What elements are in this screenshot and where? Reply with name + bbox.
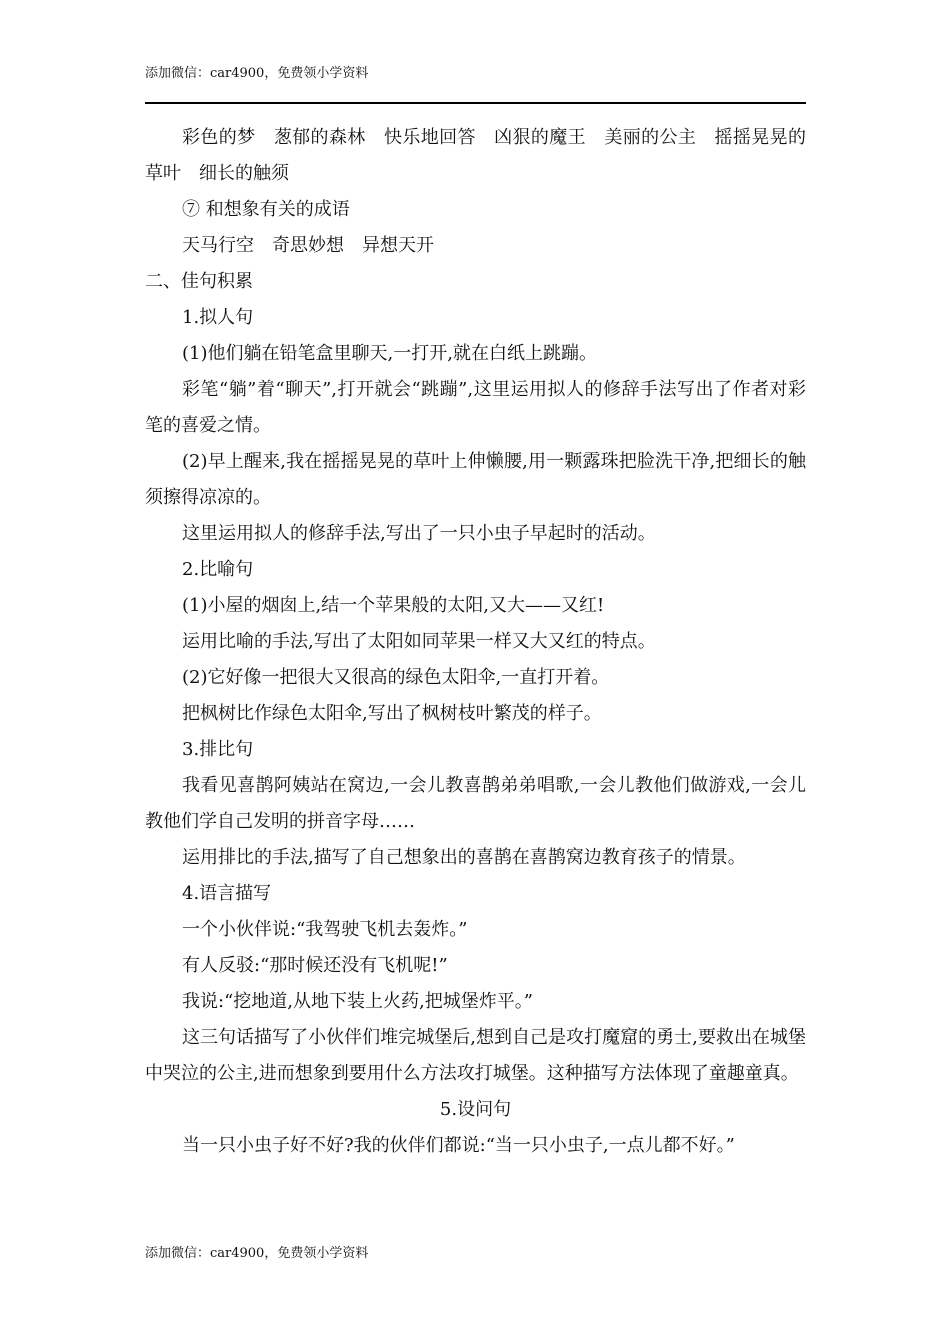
dialogue-line: 一个小伙伴说:“我驾驶飞机去轰炸。”	[182, 919, 468, 940]
document-body	[145, 120, 806, 1164]
example-sentence: (1)小屋的烟囱上,结一个苹果般的太阳,又大——又红!	[182, 595, 605, 616]
header-watermark-note: 添加微信：car4900，免费领小学资料	[145, 66, 369, 81]
subheading-metaphor: 2.比喻句	[182, 559, 254, 580]
analysis-paragraph: 把枫树比作绿色太阳伞,写出了枫树枝叶繁茂的样子。	[182, 703, 602, 724]
subheading-rhetorical-question: 5.设问句	[439, 1099, 512, 1120]
idiom-list: 天马行空 奇思妙想 异想天开	[182, 235, 434, 256]
subheading-parallelism: 3.排比句	[182, 739, 254, 760]
example-sentence: 当一只小虫子好不好?我的伙伴们都说:“当一只小虫子,一点儿都不好。”	[182, 1135, 735, 1156]
idiom-heading: ⑦ 和想象有关的成语	[182, 199, 350, 220]
word-list-paragraph: 彩色的梦 葱郁的森林 快乐地回答 凶狠的魔王 美丽的公主 摇摇晃晃的草叶 细长的触须	[145, 127, 806, 184]
subheading-personification: 1.拟人句	[182, 307, 254, 328]
analysis-paragraph: 运用排比的手法,描写了自己想象出的喜鹊在喜鹊窝边教育孩子的情景。	[182, 847, 746, 868]
subheading-dialogue: 4.语言描写	[182, 883, 272, 904]
header-divider	[145, 102, 806, 104]
dialogue-line: 有人反驳:“那时候还没有飞机呢!”	[182, 955, 448, 976]
example-sentence: 我看见喜鹊阿姨站在窝边,一会儿教喜鹊弟弟唱歌,一会儿教他们做游戏,一会儿教他们学自己发明的拼音字母……	[145, 775, 806, 832]
analysis-paragraph: 运用比喻的手法,写出了太阳如同苹果一样又大又红的特点。	[182, 631, 656, 652]
example-sentence: (1)他们躺在铅笔盒里聊天,一打开,就在白纸上跳蹦。	[182, 343, 597, 364]
example-sentence: (2)它好像一把很大又很高的绿色太阳伞,一直打开着。	[182, 667, 610, 688]
dialogue-line: 我说:“挖地道,从地下装上火药,把城堡炸平。”	[182, 991, 533, 1012]
analysis-paragraph: 彩笔“躺”着“聊天”,打开就会“跳蹦”,这里运用拟人的修辞手法写出了作者对彩笔的喜爱之情。	[145, 379, 806, 436]
footer-watermark-note: 添加微信：car4900，免费领小学资料	[145, 1246, 369, 1261]
analysis-paragraph: 这三句话描写了小伙伴们堆完城堡后,想到自己是攻打魔窟的勇士,要救出在城堡中哭泣的公主,进而想象到要用什么方法攻打城堡。这种描写方法体现了童趣童真。	[145, 1027, 806, 1084]
example-sentence: (2)早上醒来,我在摇摇晃晃的草叶上伸懒腰,用一颗露珠把脸洗干净,把细长的触须擦得凉凉的。	[145, 451, 806, 508]
analysis-paragraph: 这里运用拟人的修辞手法,写出了一只小虫子早起时的活动。	[182, 523, 656, 544]
section-heading-good-sentences: 二、佳句积累	[145, 271, 253, 292]
